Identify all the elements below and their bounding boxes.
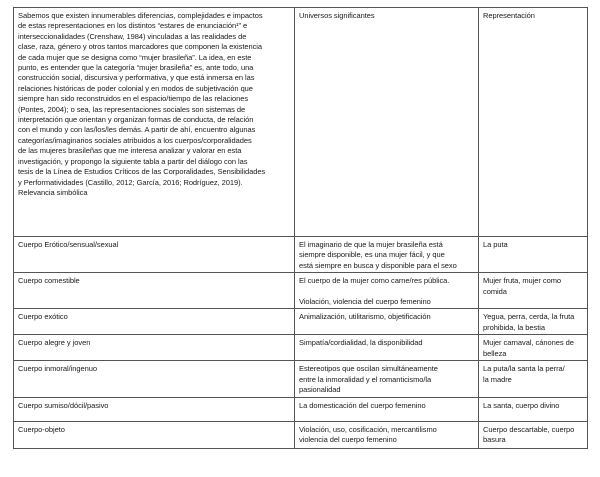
col2-label: Universos significantes: [299, 11, 375, 20]
universos-line: La domesticación del cuerpo femenino: [299, 400, 426, 410]
intro-line: tesis de la Línea de Estudios Críticos de las Corporalidades, Sensibilidades: [18, 167, 266, 177]
intro-line: relaciones históricas de poder colonial y en modos de subjetivación que: [18, 83, 253, 93]
cuerpo-cell: [14, 335, 295, 361]
representacion-line: Mujer carnaval, cánones de: [483, 338, 574, 348]
representacion-line: la madre: [483, 374, 512, 384]
representations-table: [13, 7, 588, 449]
universos-line: entre la inmoralidad y el romanticismo/la: [299, 374, 432, 384]
representacion-cell: [479, 421, 588, 448]
intro-line: clase, raza, género y otros tantos marcadores que componen la existencia: [18, 42, 263, 52]
universos-line: pasionalidad: [299, 385, 341, 395]
universos-cell: [295, 237, 479, 273]
universos-cell: [295, 309, 479, 335]
cuerpo-line: Cuerpo alegre y joven: [18, 338, 91, 348]
universos-cell: [295, 421, 479, 448]
col1-label: Relevancia simbólica: [18, 187, 88, 197]
intro-paragraph: [18, 11, 291, 188]
universos-line: Violación, violencia del cuerpo femenino: [299, 297, 431, 307]
cuerpo-line: Cuerpo inmoral/ingenuo: [18, 364, 97, 374]
universos-line: Animalización, utilitarismo, objetificación: [299, 312, 431, 322]
intro-line: (Pontes, 2004); o sea, las representaciones sociales son sistemas de: [18, 104, 246, 114]
universos-cell: [295, 397, 479, 421]
intro-line: categorías/imaginarios sociales atribuidos a los cuerpos/corporalidades: [18, 135, 252, 145]
universos-line: El cuerpo de la mujer como carne/res pública.: [299, 276, 450, 286]
representacion-cell: [479, 273, 588, 309]
table-row: [14, 273, 588, 309]
blank-line: [299, 287, 475, 297]
header-cell-representacion: [479, 8, 588, 237]
header-row: [14, 8, 588, 237]
table-row: [14, 335, 588, 361]
cuerpo-cell: [14, 309, 295, 335]
representacion-line: La santa, cuerpo divino: [483, 400, 560, 410]
table-row: [14, 421, 588, 448]
representacion-line: Cuerpo descartable, cuerpo: [483, 424, 575, 434]
universos-line: El imaginario de que la mujer brasileña está: [299, 240, 443, 249]
intro-line: de cada mujer que se designa como “mujer brasileña”. La idea, en este: [18, 52, 252, 62]
cuerpo-cell: [14, 273, 295, 309]
intro-line: Sabemos que existen innumerables diferencias, complejidades e impactos: [18, 11, 263, 20]
intro-line: de estas representaciones en los distintos “estares de enunciación¹” e: [18, 21, 248, 31]
intro-line: investigación, y propongo la siguiente tabla a partir del diálogo con las: [18, 156, 248, 166]
representacion-cell: [479, 335, 588, 361]
representacion-line: Yegua, perra, cerda, la fruta: [483, 312, 575, 322]
universos-line: violencia del cuerpo femenino: [299, 435, 397, 445]
col3-label: Representación: [483, 11, 535, 20]
cuerpo-line: Cuerpo-objeto: [18, 424, 65, 434]
header-cell-relevancia: [14, 8, 295, 237]
table-row: [14, 237, 588, 273]
cuerpo-line: Cuerpo Erótico/sensual/sexual: [18, 240, 119, 249]
representacion-line: comida: [483, 286, 507, 296]
intro-line: construcción social, discursiva y performativa, y que está inmersa en las: [18, 73, 255, 83]
intro-line: de las mujeres brasileñas que me interesa analizar y valorar en esta: [18, 146, 242, 156]
table-row: [14, 397, 588, 421]
representacion-cell: [479, 309, 588, 335]
representacion-line: La puta/la santa la perra/: [483, 364, 565, 374]
intro-line: interpretación que orientan y organizan formas de conducta, de relación: [18, 115, 254, 125]
universos-line: está siempre en busca y disponible para el sexo: [299, 260, 457, 270]
universos-line: Violación, uso, cosificación, mercantilismo: [299, 424, 437, 434]
header-cell-universos: [295, 8, 479, 237]
intro-line: con el mundo y con las/los/les demás. A partir de ahí, encuentro algunas: [18, 125, 256, 135]
representacion-line: basura: [483, 435, 506, 445]
intro-line: y Performatividades (Castillo, 2012; García, 2016; Rodríguez, 2019).: [18, 177, 243, 187]
universos-line: Estereotipos que oscilan simultáneamente: [299, 364, 438, 374]
cuerpo-cell: [14, 397, 295, 421]
cuerpo-cell: [14, 361, 295, 397]
cuerpo-cell: [14, 237, 295, 273]
cuerpo-line: Cuerpo comestible: [18, 276, 80, 286]
representacion-line: prohibida, la bestia: [483, 322, 545, 332]
table-body: [14, 8, 588, 449]
cuerpo-cell: [14, 421, 295, 448]
table-row: [14, 361, 588, 397]
cuerpo-line: Cuerpo sumiso/dócil/pasivo: [18, 400, 109, 410]
representacion-cell: [479, 397, 588, 421]
representacion-line: belleza: [483, 348, 507, 358]
representacion-cell: [479, 361, 588, 397]
intro-line: interseccionalidades (Crenshaw, 1984) vinculadas a las realidades de: [18, 31, 247, 41]
universos-cell: [295, 361, 479, 397]
universos-line: siempre disponible, es una mujer fácil, y que: [299, 250, 445, 260]
representacion-line: La puta: [483, 240, 508, 249]
universos-line: Simpatía/cordialidad, la disponibilidad: [299, 338, 423, 348]
cuerpo-line: Cuerpo exótico: [18, 312, 68, 322]
intro-line: punto, es entender que la categoría “mujer brasileña” es, ante todo, una: [18, 63, 254, 73]
universos-cell: [295, 273, 479, 309]
representacion-line: Mujer fruta, mujer como: [483, 276, 562, 286]
table-row: [14, 309, 588, 335]
intro-line: siempre han sido reconstruidos en el espacio/tiempo de las relaciones: [18, 94, 249, 104]
universos-cell: [295, 335, 479, 361]
representacion-cell: [479, 237, 588, 273]
